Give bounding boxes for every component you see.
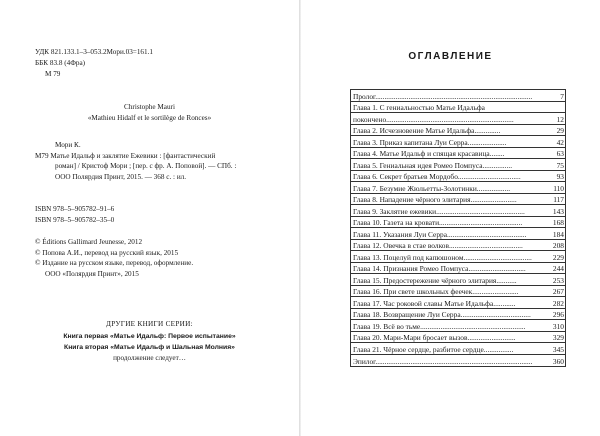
toc-page-number: 253 (552, 275, 564, 285)
toc-leader-dots: ........................................ (448, 241, 523, 250)
toc-entry (353, 310, 553, 319)
toc-entry-title: Глава 8. Нападение чёрного элитария (353, 195, 471, 204)
toc-entry (353, 357, 553, 366)
toc-page-number: 282 (552, 298, 564, 308)
toc-page-number: 168 (552, 218, 564, 227)
toc-page-number: 117 (553, 195, 564, 204)
toc-row (351, 171, 565, 183)
toc-page-number: 143 (552, 206, 564, 216)
toc-leader-dots: .......................... (467, 333, 516, 342)
toc-leader-dots: ..................................................................................... (375, 91, 533, 101)
toc-row (351, 113, 565, 125)
toc-leader-dots: ......................... (470, 195, 517, 204)
copyright-block (35, 237, 193, 279)
copyright-line: © Éditions Gallimard Jeunesse, 2012 (35, 238, 143, 246)
toc-page-number: 244 (552, 264, 564, 273)
continuation-note: продолжение следует… (113, 354, 186, 362)
toc-row (351, 205, 565, 217)
toc-row (351, 240, 565, 252)
toc-entry (353, 333, 553, 342)
toc-entry-title: Глава 19. Всё во тьме (353, 321, 421, 331)
toc-page-number: 329 (552, 333, 564, 342)
toc-entry (353, 230, 553, 239)
toc-page-number: 345 (552, 344, 564, 354)
toc-leader-dots: ..................................................................... (386, 114, 514, 124)
toc-entry (353, 195, 553, 204)
toc-leader-dots: ..................... (467, 137, 507, 147)
toc-page-number: 12 (556, 114, 564, 124)
toc-page-number: 29 (556, 126, 564, 135)
toc-entry-title: Глава 1. С гениальностью Матье Идальфа (353, 103, 485, 112)
toc-page-number: 63 (556, 149, 564, 158)
toc-row (351, 194, 565, 206)
toc-row (351, 125, 565, 137)
other-books-block (0, 319, 299, 364)
toc-leader-dots: ..................................... (463, 252, 532, 262)
toc-leader-dots: ...................................... (460, 310, 531, 319)
toc-row (351, 263, 565, 275)
toc-row (351, 297, 565, 309)
copyright-line: ООО «Полярдия Принт», 2015 (45, 269, 139, 278)
toc-leader-dots: ............................................. (439, 218, 523, 227)
catalog-line: М79 Матье Идальф и заклятие Ежевики : [фантастический (35, 151, 216, 160)
toc-leader-dots: ........................................... (447, 229, 527, 239)
toc-entry-title: Глава 13. Поцелуй под капюшоном (353, 252, 464, 262)
toc-entry (353, 218, 553, 227)
toc-entry-title: Глава 16. При свете школьных феечек (353, 287, 473, 296)
toc-page-number: 184 (552, 229, 564, 239)
toc-row (351, 355, 565, 367)
toc-page-number: 310 (552, 321, 564, 331)
toc-row (351, 159, 565, 171)
toc-leader-dots: .................................. (457, 172, 521, 181)
toc-leader-dots: ........... (496, 275, 517, 285)
toc-entry-title: Глава 21. Чёрное сердце, разбитое сердце (353, 344, 484, 354)
toc-row (351, 320, 565, 332)
toc-row (351, 343, 565, 355)
toc-row (351, 148, 565, 160)
toc-row (351, 332, 565, 344)
toc-entry (353, 149, 557, 158)
toc-leader-dots: ............................... (468, 264, 526, 273)
imprint-page (0, 0, 299, 436)
toc-leader-dots: ............ (493, 298, 516, 308)
toc-leader-dots: ................................................ (436, 206, 525, 216)
other-book: Книга вторая «Матье Идальф и Шальная Молния» (64, 344, 235, 351)
toc-leader-dots: ................ (482, 160, 513, 170)
toc-page-number: 208 (552, 241, 564, 250)
bbk-code: ББК 83.8 (4Фра) (35, 59, 86, 67)
other-books-title: ДРУГИЕ КНИГИ СЕРИИ: (106, 320, 193, 328)
toc-leader-dots: ......................... (472, 287, 519, 296)
catalog-record (35, 140, 250, 182)
toc-page-number: 360 (552, 357, 564, 366)
toc-entry-title: Глава 9. Заклятие ежевики (353, 206, 437, 216)
toc-entry-title: Глава 18. Возвращение Луи Серра (353, 310, 461, 319)
toc-entry-title: Глава 10. Газета на кровати (353, 218, 440, 227)
classification-block (35, 47, 153, 80)
toc-page-number: 93 (556, 172, 564, 181)
isbn-line: ISBN 978–5–905782–35–0 (35, 215, 115, 224)
toc-row (351, 228, 565, 240)
toc-page-number: 267 (552, 287, 564, 296)
toc-row (351, 90, 565, 102)
toc-entry (353, 103, 564, 112)
toc-entry (353, 345, 553, 354)
catalog-author: Мори К. (55, 141, 81, 149)
toc-entry (353, 253, 553, 262)
toc-page-number: 7 (560, 91, 564, 101)
toc-row (351, 182, 565, 194)
toc-row (351, 217, 565, 229)
toc-entry-title: Глава 7. Безумие Жюльетты-Золотинки (353, 183, 477, 193)
toc-row (351, 286, 565, 298)
toc-entry (353, 126, 557, 135)
toc-leader-dots: .............. (474, 126, 501, 135)
toc-entry-title: Глава 4. Матье Идальф и спящая красавица (353, 149, 490, 158)
toc-leader-dots: ................ (483, 344, 514, 354)
toc-entry-title: Глава 5. Гениальная идея Ромео Помпуса (353, 160, 483, 170)
catalog-line: роман] / Кристоф Мори ; [пер. с фр. А. Поповой]. — СПб. : (55, 162, 237, 170)
toc-row (351, 102, 565, 114)
toc-entry-title: Глава 15. Предостережение чёрного элитария (353, 275, 497, 285)
author-mark: М 79 (45, 70, 61, 78)
toc-page-number: 229 (552, 252, 564, 262)
toc-leader-dots: ..................................................................................... (375, 357, 533, 366)
toc-entry-title: Пролог (353, 91, 376, 101)
toc-entry-title: Глава 11. Указания Луи Серра (353, 229, 448, 239)
toc-entry (353, 172, 557, 181)
toc-entry (353, 138, 557, 147)
toc-row (351, 136, 565, 148)
toc-title: ОГЛАВЛЕНИЕ (408, 51, 493, 62)
toc-leader-dots: .................. (476, 183, 511, 193)
toc-entry-title: Глава 20. Мари-Мари бросает вызов (353, 333, 468, 342)
toc-entry (353, 161, 557, 170)
toc-entry (353, 322, 553, 331)
toc-entry (353, 299, 553, 308)
toc-entry (353, 264, 553, 273)
toc-entry-title: Глава 6. Секрет братьев Мордобо (353, 172, 458, 181)
isbn-block (35, 204, 114, 225)
toc-page-number: 42 (556, 137, 564, 147)
toc-entry (353, 276, 553, 285)
original-edition-block (0, 102, 299, 124)
toc-page-number: 110 (553, 183, 564, 193)
toc-page-number: 75 (556, 160, 564, 170)
toc-page-number: 296 (552, 310, 564, 319)
toc-entry (353, 241, 553, 250)
toc-entry-title: Глава 12. Овечка в стае волков (353, 241, 449, 250)
toc-leader-dots: ......................................................... (420, 321, 526, 331)
toc-entry-title: покончено (353, 114, 387, 124)
original-author: Christophe Mauri (124, 103, 175, 111)
toc-entry (353, 115, 557, 124)
toc-leader-dots: ........ (489, 149, 505, 158)
toc-entry (353, 287, 553, 296)
toc-row (351, 274, 565, 286)
toc-row (351, 251, 565, 263)
other-book: Книга первая «Матье Идальф: Первое испытание» (63, 333, 236, 340)
toc-entry-title: Глава 2. Исчезновение Матье Идальфа (353, 126, 475, 135)
toc-entry (353, 92, 560, 101)
toc-entry-title: Глава 14. Признания Ромео Помпуса (353, 264, 469, 273)
toc-entry-title: Глава 3. Приказ капитана Луи Серра (353, 137, 468, 147)
toc-row (351, 309, 565, 321)
udk-code: УДК 821.133.1–3–053.2Мори.03=161.1 (35, 48, 154, 56)
toc-entry (353, 184, 553, 193)
original-title: «Mathieu Hidalf et le sortilège de Ronces» (87, 114, 212, 122)
contents-page (301, 0, 600, 436)
toc-entry-title: Глава 17. Час роковой славы Матье Идальфа (353, 298, 494, 308)
isbn-line: ISBN 978–5–905782–91–6 (35, 205, 115, 213)
toc-table (350, 89, 566, 367)
toc-entry-title: Эпилог (353, 357, 376, 366)
catalog-line: ООО Полярдия Принт, 2015. — 368 с. : ил. (55, 172, 187, 181)
toc-entry (353, 207, 553, 216)
copyright-line: © Попова А.И., перевод на русский язык, 2015 (35, 248, 179, 257)
copyright-line: © Издание на русском языке, перевод, оформление. (35, 259, 194, 267)
